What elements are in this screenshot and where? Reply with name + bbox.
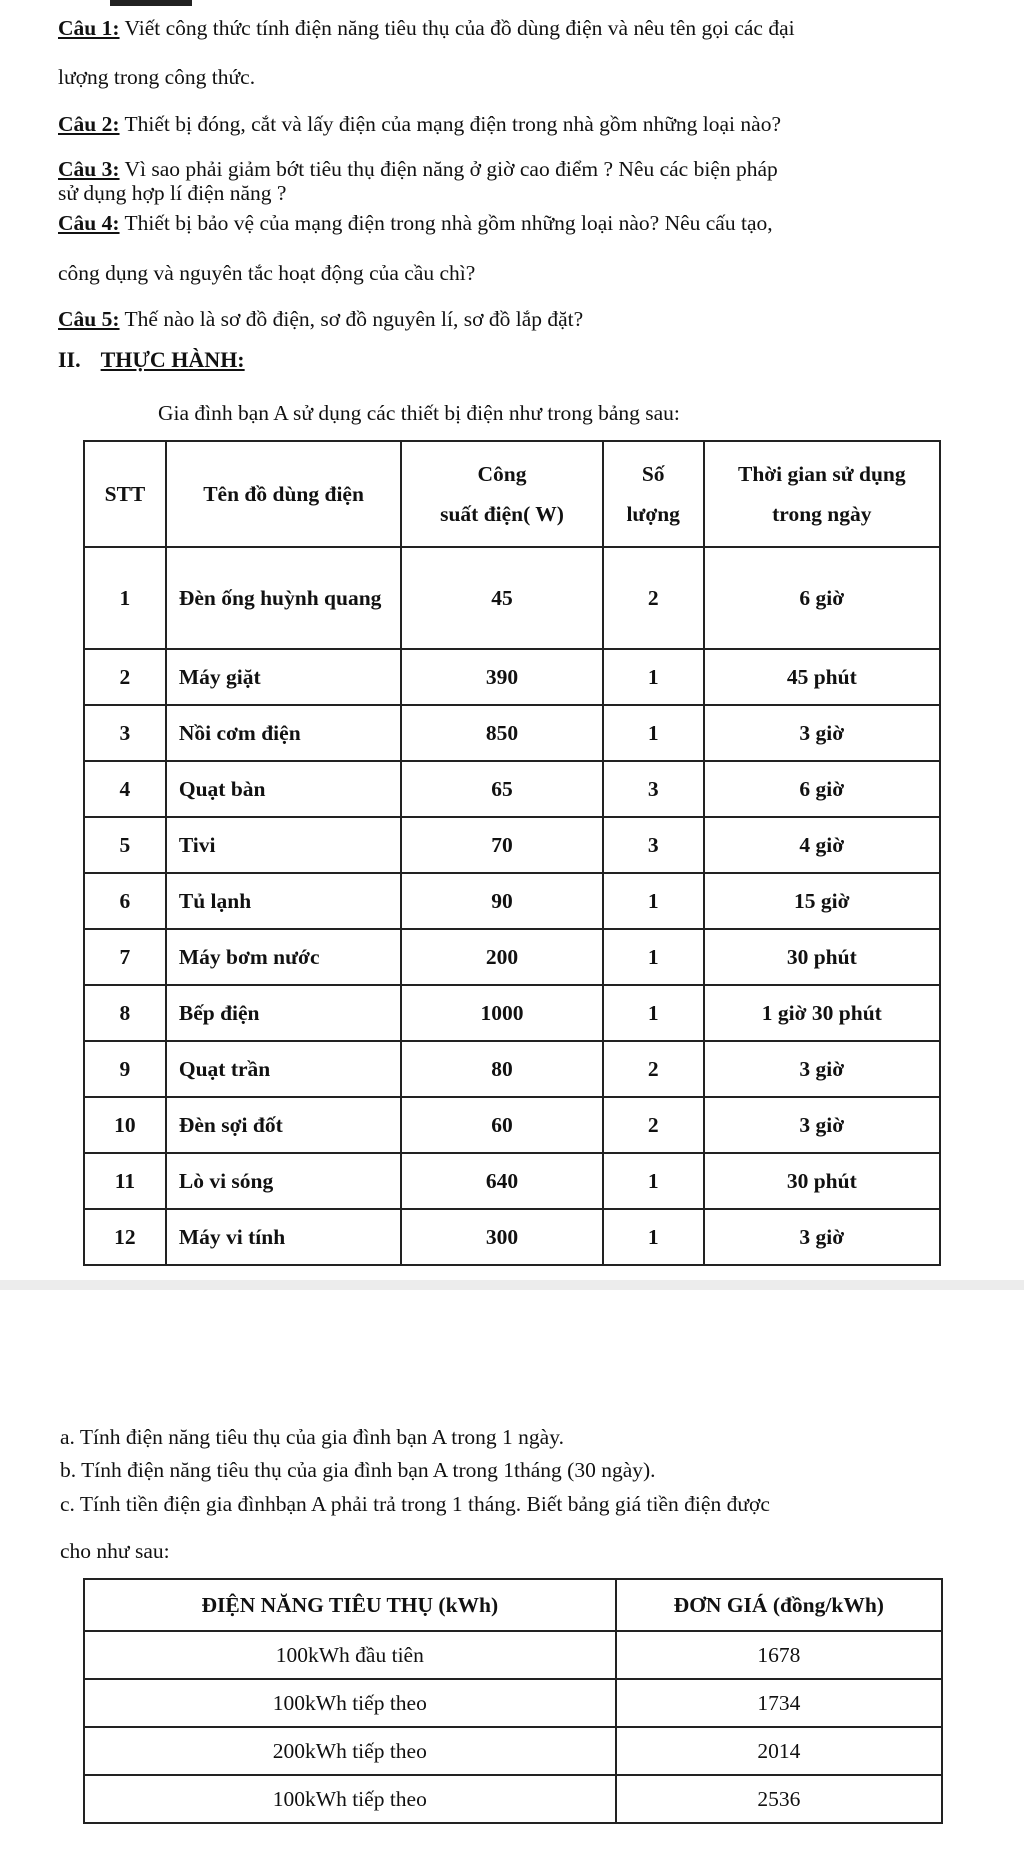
question-3-continued bbox=[58, 181, 286, 205]
cell-power: 200 bbox=[401, 929, 602, 985]
cell-stt: 2 bbox=[84, 649, 166, 705]
question-text: lượng trong công thức. bbox=[58, 65, 256, 89]
table-row bbox=[84, 649, 940, 705]
cell-name: Bếp điện bbox=[166, 985, 401, 1041]
cell-power: 70 bbox=[401, 817, 602, 873]
cell-qty: 1 bbox=[603, 873, 704, 929]
cell-name: Đèn sợi đốt bbox=[166, 1097, 401, 1153]
question-label: Câu 3: bbox=[58, 157, 120, 181]
cell-stt: 11 bbox=[84, 1153, 166, 1209]
table-row bbox=[84, 1775, 942, 1823]
header-name: Tên đồ dùng điện bbox=[166, 441, 401, 547]
cell-power: 1000 bbox=[401, 985, 602, 1041]
question-text: sử dụng hợp lí điện năng ? bbox=[58, 181, 287, 205]
cell-power: 300 bbox=[401, 1209, 602, 1265]
cell-time: 30 phút bbox=[704, 1153, 940, 1209]
cell-name: Quạt trần bbox=[166, 1041, 401, 1097]
cell-power: 640 bbox=[401, 1153, 602, 1209]
question-label: Câu 1: bbox=[58, 16, 120, 40]
cell-name: Tủ lạnh bbox=[166, 873, 401, 929]
cell-stt: 1 bbox=[84, 547, 166, 649]
cell-power: 65 bbox=[401, 761, 602, 817]
question-text: Viết công thức tính điện năng tiêu thụ của đồ dùng điện và nêu tên gọi các đại bbox=[119, 16, 795, 40]
table-row bbox=[84, 705, 940, 761]
question-label: Câu 5: bbox=[58, 307, 120, 331]
cell-qty: 3 bbox=[603, 817, 704, 873]
cell-stt: 3 bbox=[84, 705, 166, 761]
task-c-continued: cho như sau: bbox=[60, 1539, 170, 1563]
table-row bbox=[84, 1041, 940, 1097]
cell-time: 30 phút bbox=[704, 929, 940, 985]
table-row bbox=[84, 873, 940, 929]
section-number: II. bbox=[58, 347, 81, 372]
cell-qty: 2 bbox=[603, 1041, 704, 1097]
table-intro: Gia đình bạn A sử dụng các thiết bị điện như trong bảng sau: bbox=[158, 401, 680, 425]
header-power-line2: suất điện( W) bbox=[440, 502, 564, 526]
header-time bbox=[704, 441, 940, 547]
cell-name: Lò vi sóng bbox=[166, 1153, 401, 1209]
table-row bbox=[84, 985, 940, 1041]
cell-qty: 1 bbox=[603, 649, 704, 705]
header-time-line1: Thời gian sử dụng bbox=[737, 462, 906, 486]
cell-time: 6 giờ bbox=[704, 761, 940, 817]
section-title: THỰC HÀNH: bbox=[100, 347, 245, 372]
question-3 bbox=[58, 155, 778, 184]
question-label: Câu 4: bbox=[58, 211, 120, 235]
cell-stt: 7 bbox=[84, 929, 166, 985]
question-1-continued bbox=[58, 63, 255, 92]
table-row bbox=[84, 761, 940, 817]
question-text: công dụng và nguyên tắc hoạt động của cầu chì? bbox=[58, 261, 476, 285]
cell-price: 1734 bbox=[616, 1679, 942, 1727]
cell-power: 850 bbox=[401, 705, 602, 761]
question-5 bbox=[58, 305, 583, 334]
cell-time: 6 giờ bbox=[704, 547, 940, 649]
cell-qty: 1 bbox=[603, 985, 704, 1041]
cell-power: 45 bbox=[401, 547, 602, 649]
cell-stt: 12 bbox=[84, 1209, 166, 1265]
cell-time: 15 giờ bbox=[704, 873, 940, 929]
cell-price: 2536 bbox=[616, 1775, 942, 1823]
question-2 bbox=[58, 110, 781, 139]
device-table bbox=[83, 440, 941, 1266]
table-header-row bbox=[84, 1579, 942, 1631]
header-qty-line1: Số bbox=[641, 462, 665, 486]
section-heading bbox=[58, 347, 245, 373]
table-row bbox=[84, 1097, 940, 1153]
cell-name: Đèn ống huỳnh quang bbox=[166, 547, 401, 649]
cell-price: 1678 bbox=[616, 1631, 942, 1679]
cell-energy: 100kWh tiếp theo bbox=[84, 1775, 616, 1823]
table-row bbox=[84, 1631, 942, 1679]
question-4 bbox=[58, 209, 773, 238]
cell-stt: 6 bbox=[84, 873, 166, 929]
task-b: b. Tính điện năng tiêu thụ của gia đình bạn A trong 1tháng (30 ngày). bbox=[60, 1458, 656, 1482]
cell-time: 45 phút bbox=[704, 649, 940, 705]
cell-time: 4 giờ bbox=[704, 817, 940, 873]
task-c: c. Tính tiền điện gia đìnhbạn A phải trả trong 1 tháng. Biết bảng giá tiền điện được bbox=[60, 1492, 770, 1516]
cell-power: 80 bbox=[401, 1041, 602, 1097]
cell-stt: 4 bbox=[84, 761, 166, 817]
question-text: Vì sao phải giảm bớt tiêu thụ điện năng ở giờ cao điểm ? Nêu các biện pháp bbox=[119, 157, 778, 181]
cell-qty: 1 bbox=[603, 705, 704, 761]
table-row bbox=[84, 929, 940, 985]
header-power bbox=[401, 441, 602, 547]
cell-name: Máy vi tính bbox=[166, 1209, 401, 1265]
table-row bbox=[84, 1679, 942, 1727]
question-label: Câu 2: bbox=[58, 112, 120, 136]
header-power-line1: Công bbox=[477, 462, 527, 486]
cell-power: 60 bbox=[401, 1097, 602, 1153]
cell-time: 1 giờ 30 phút bbox=[704, 985, 940, 1041]
question-text: Thiết bị đóng, cắt và lấy điện của mạng điện trong nhà gồm những loại nào? bbox=[119, 112, 781, 136]
cell-time: 3 giờ bbox=[704, 1209, 940, 1265]
table-row bbox=[84, 1153, 940, 1209]
question-text: Thế nào là sơ đồ điện, sơ đồ nguyên lí, sơ đồ lắp đặt? bbox=[119, 307, 584, 331]
cell-stt: 5 bbox=[84, 817, 166, 873]
cell-stt: 10 bbox=[84, 1097, 166, 1153]
question-1 bbox=[58, 14, 795, 43]
cell-time: 3 giờ bbox=[704, 705, 940, 761]
header-energy: ĐIỆN NĂNG TIÊU THỤ (kWh) bbox=[84, 1579, 616, 1631]
cell-stt: 8 bbox=[84, 985, 166, 1041]
cell-qty: 1 bbox=[603, 1153, 704, 1209]
cell-power: 390 bbox=[401, 649, 602, 705]
cell-time: 3 giờ bbox=[704, 1041, 940, 1097]
cell-qty: 1 bbox=[603, 929, 704, 985]
cell-energy: 100kWh tiếp theo bbox=[84, 1679, 616, 1727]
table-row bbox=[84, 547, 940, 649]
page-break-gap bbox=[0, 1280, 1024, 1290]
question-text: Thiết bị bảo vệ của mạng điện trong nhà gồm những loại nào? Nêu cấu tạo, bbox=[119, 211, 773, 235]
header-stt: STT bbox=[84, 441, 166, 547]
header-qty-line2: lượng bbox=[626, 502, 680, 526]
header-qty bbox=[603, 441, 704, 547]
cell-name: Nồi cơm điện bbox=[166, 705, 401, 761]
table-row bbox=[84, 817, 940, 873]
task-a: a. Tính điện năng tiêu thụ của gia đình bạn A trong 1 ngày. bbox=[60, 1425, 564, 1449]
cell-energy: 100kWh đầu tiên bbox=[84, 1631, 616, 1679]
price-table bbox=[83, 1578, 943, 1824]
question-4-continued bbox=[58, 259, 475, 288]
cell-power: 90 bbox=[401, 873, 602, 929]
cell-price: 2014 bbox=[616, 1727, 942, 1775]
table-row bbox=[84, 1209, 940, 1265]
cell-name: Máy bơm nước bbox=[166, 929, 401, 985]
table-header-row bbox=[84, 441, 940, 547]
cell-qty: 1 bbox=[603, 1209, 704, 1265]
cell-stt: 9 bbox=[84, 1041, 166, 1097]
cell-qty: 2 bbox=[603, 1097, 704, 1153]
cell-time: 3 giờ bbox=[704, 1097, 940, 1153]
header-price: ĐƠN GIÁ (đồng/kWh) bbox=[616, 1579, 942, 1631]
table-row bbox=[84, 1727, 942, 1775]
cell-qty: 2 bbox=[603, 547, 704, 649]
cell-name: Tivi bbox=[166, 817, 401, 873]
top-edge-bar bbox=[110, 0, 192, 6]
cell-name: Máy giặt bbox=[166, 649, 401, 705]
header-time-line2: trong ngày bbox=[772, 502, 872, 526]
cell-name: Quạt bàn bbox=[166, 761, 401, 817]
cell-qty: 3 bbox=[603, 761, 704, 817]
cell-energy: 200kWh tiếp theo bbox=[84, 1727, 616, 1775]
